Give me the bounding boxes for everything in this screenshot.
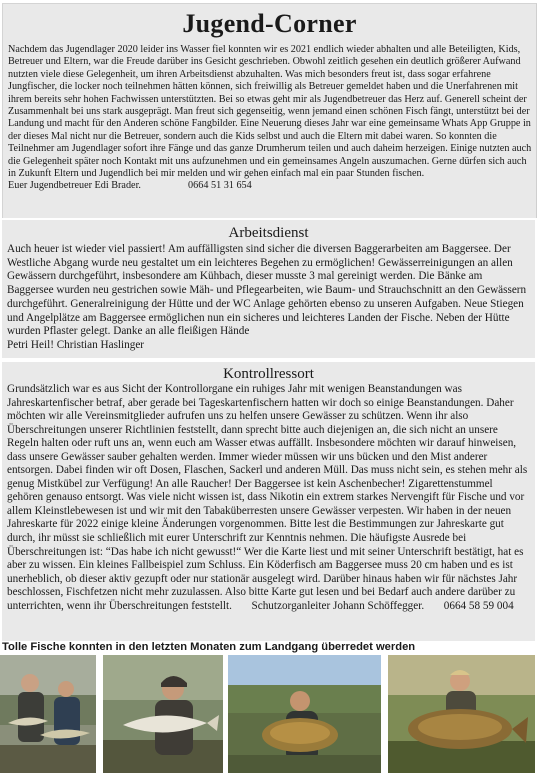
jugend-corner-title: Jugend-Corner: [182, 9, 357, 38]
jugend-corner-signature: Euer Jugendbetreuer Edi Brader.: [8, 180, 141, 192]
photo-caption: Tolle Fische konnten in den letzten Monaten zum Landgang überredet werden: [2, 641, 416, 653]
jugend-corner-section: [2, 3, 537, 218]
jugend-corner-body: Nachdem das Jugendlager 2020 leider ins Wasser fiel konnten wir es 2021 endlich wieder abhalten und alle Beteiligten, Kids, Betreuer und Eltern, war die Freude darüber ins Gesicht geschrieben. Obwohl zeitlich gesehen ein deutlich größerer Aufwand nutzten viele diese Gelegenheit, um ihren Arbeitsdienst abzuhalten. Was mich besonders freut ist, dass sogar erfahrene Jungfischer, die locker noch teilnehmen hätten können, sich freiwillig als Betreuer gemeldet haben und die Unerfahrenen mit ihrem bereits sehr hohen Fachwissen unterstützten. Bei so etwas geht mir als Jugendbetreuer das Herz auf. Generell scheint der Zusammenhalt bei uns stark ausgeprägt. Man freut sich gegenseitig, wenn jemand einen schönen Fisch fängt, unterstützt bei der Landung und macht für den Anderen schöne Fangbilder. Eine Neuerung dieses Jahr war eine gemeinsame Whats App Gruppe in der dieses Mal nicht nur die Betreuer, sondern auch die Kids selbst und auch die Eltern mit dabei waren. So konnten die Teilnehmer am Jugendlager sofort ihre Fänge und das ganze Drumherum teilen und auch daheim herzeigen. Einige nutzten auch die Gelegenheit später noch Kontakt mit uns aufzunehmen und ein gemeinsames Angeln auszumachen. Gerne dürfen sich auch in Zukunft Eltern und Jugendlich bei mir melden und wir gehen einfach mal ein paar Stunden fischen.: [8, 44, 532, 180]
angler-with-carp-photo: [228, 655, 381, 773]
jugend-corner-phone: 0664 51 31 654: [188, 180, 252, 192]
kontrollressort-phone: 0664 58 59 004: [443, 599, 514, 612]
kontrollressort-text: [7, 383, 531, 613]
arbeitsdienst-text: [7, 243, 531, 353]
kontrollressort-title: Kontrollressort: [223, 366, 314, 382]
anglers-with-pike-photo: [0, 655, 96, 773]
arbeitsdienst-body: Auch heuer ist wieder viel passiert! Am auffälligsten sind sicher die diversen Baggerarbeiten am Baggersee. Der Westliche Abgang wurde neu gestaltet um ein leichteres Begehen zu ermöglichen! Gewässerreinigungen an allen Gewässern durchgeführt, insbesondere am Kühbach, dieser musste 3 mal gereinigt werden. Die Bänke am Baggersee wurden neu gestrichen sowie Mäh- und Pflegearbeiten, wie Baum- und Strauchschnitt an den Gewässern durchgeführt. Generalreinigung der Hütte und der WC Anlage gehörten ebenso zu unseren Aufgaben. Neue Stiegen und Angelplätze am Baggersee ermöglichen nun ein sicheres und leichteres Landen der Fische. Neben der Hütte wurden Pflaster gelegt. Danke an alle fleißigen Hände: [7, 243, 527, 338]
kontrollressort-signature: Schutzorganleiter Johann Schöffegger.: [251, 599, 425, 612]
arbeitsdienst-title: Arbeitsdienst: [228, 225, 309, 241]
angler-with-white-fish-photo: [103, 655, 223, 773]
kontrollressort-section: [2, 362, 535, 641]
jugend-corner-text: [8, 44, 532, 193]
arbeitsdienst-section: [2, 220, 535, 358]
arbeitsdienst-signature: Petri Heil! Christian Haslinger: [7, 338, 145, 351]
angler-with-large-carp-photo: [388, 655, 535, 773]
kontrollressort-body: Grundsätzlich war es aus Sicht der Kontrollorgane ein ruhiges Jahr mit wenigen Beanstandungen was Jahreskartenfischer betraf, aber gerade bei Tageskartenfischern hatten wir doch so einige Beanstandungen. Daher möchten wir alle Vereinsmitglieder aufrufen uns zu helfen unsere Gewässer zu schützen. Wenn ihr also Überschreitungen unserer Richtlinien feststellt, dann sprecht bitte auch diejenigen an, die sich nicht an unsere Regeln halten oder ruft uns an, wenn euch am Wasser etwas auffällt. Insbesondere möchten wir darauf hinweisen, dass unsere Gewässer sauber gehalten werden. Immer wieder müssen wir uns bücken und den Mist anderer entsorgen. Dabei finden wir oft Dosen, Flaschen, Sackerl und anderen Müll. Das muss nicht sein, es stehen mehr als genug Mistkübel zur Verfügung! An alle Raucher! Der Baggersee ist kein Aschenbecher! Zigarettenstummel gehören genauso entsorgt. Was viele nicht wissen ist, dass Nikotin ein extrem starkes Nervengift für Fische und vor allem Kleinstlebewesen ist und wir mit den Tabaküberresten unsere Gewässer verpesten. Wir haben in der neuen Jahreskarte für 2022 einige kleine Änderungen vorgenommen. Bitte lest die Bestimmungen zur Jahreskarte gut durch, ihr müsst sie schließlich mit eurer Unterschrift zur Kenntnis nehmen. Die häufigste Ausrede bei Überschreitungen ist: “Das habe ich nicht gewusst!“ Wer die Karte liest und mit seiner Unterschrift bestätigt, hat es aber zu wissen. Ein kleines Fallbeispiel zum Schluss. Ein Köderfisch am Baggersee muss 20 cm haben und es ist unerheblich, ob dieser aktiv gezupft oder nur stationär ausgelegt wird. Darüber hinaus haben wir für nächstes Jahr beschlossen, Fischfetzen nicht mehr zuzulassen. Also bitte Karte gut lesen und bei Bedarf auch andere darüber zu unterrichten, wenn ihr Überschreitungen feststellt.: [7, 383, 528, 612]
